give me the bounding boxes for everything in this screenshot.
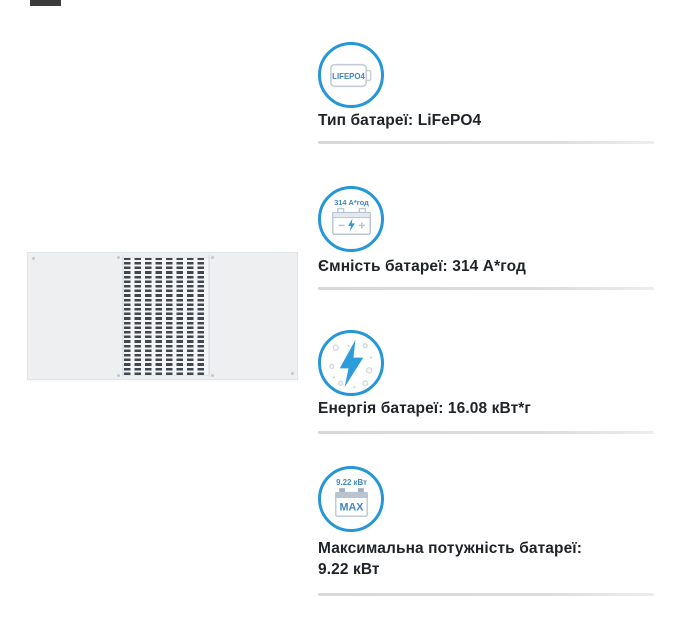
battery-energy-label: Енергія батареї: 16.08 кВт*г [318,400,531,417]
screw-dot [291,372,294,375]
lifepo4-battery-icon [318,42,384,108]
divider [318,593,654,596]
screw-dot [117,256,120,259]
window-edge-fragment [30,0,61,6]
battery-type-label: Тип батареї: LiFePO4 [318,112,482,129]
battery-max-power-label: Максимальна потужність батареї: 9.22 кВт [318,540,583,578]
capacity-battery-icon [318,186,384,252]
divider [318,431,654,434]
screw-dot [117,374,120,377]
panel-seam [209,255,210,377]
product-image-battery-module [27,252,298,380]
screw-dot [211,256,214,259]
max-label: MAX [339,500,363,513]
screw-dot [211,374,214,377]
screw-dot [32,257,35,260]
energy-lightning-icon [318,330,384,396]
capacity-value-label: 314 А*год [333,197,369,207]
vent-grille [123,257,209,376]
divider [318,287,654,290]
max-power-battery-icon [318,466,384,532]
lifepo4-label: LIFEPO4 [331,71,365,81]
max-power-value-label: 9.22 кВт [335,477,367,487]
divider [318,141,654,144]
battery-capacity-label: Ємність батареї: 314 А*год [318,258,526,275]
